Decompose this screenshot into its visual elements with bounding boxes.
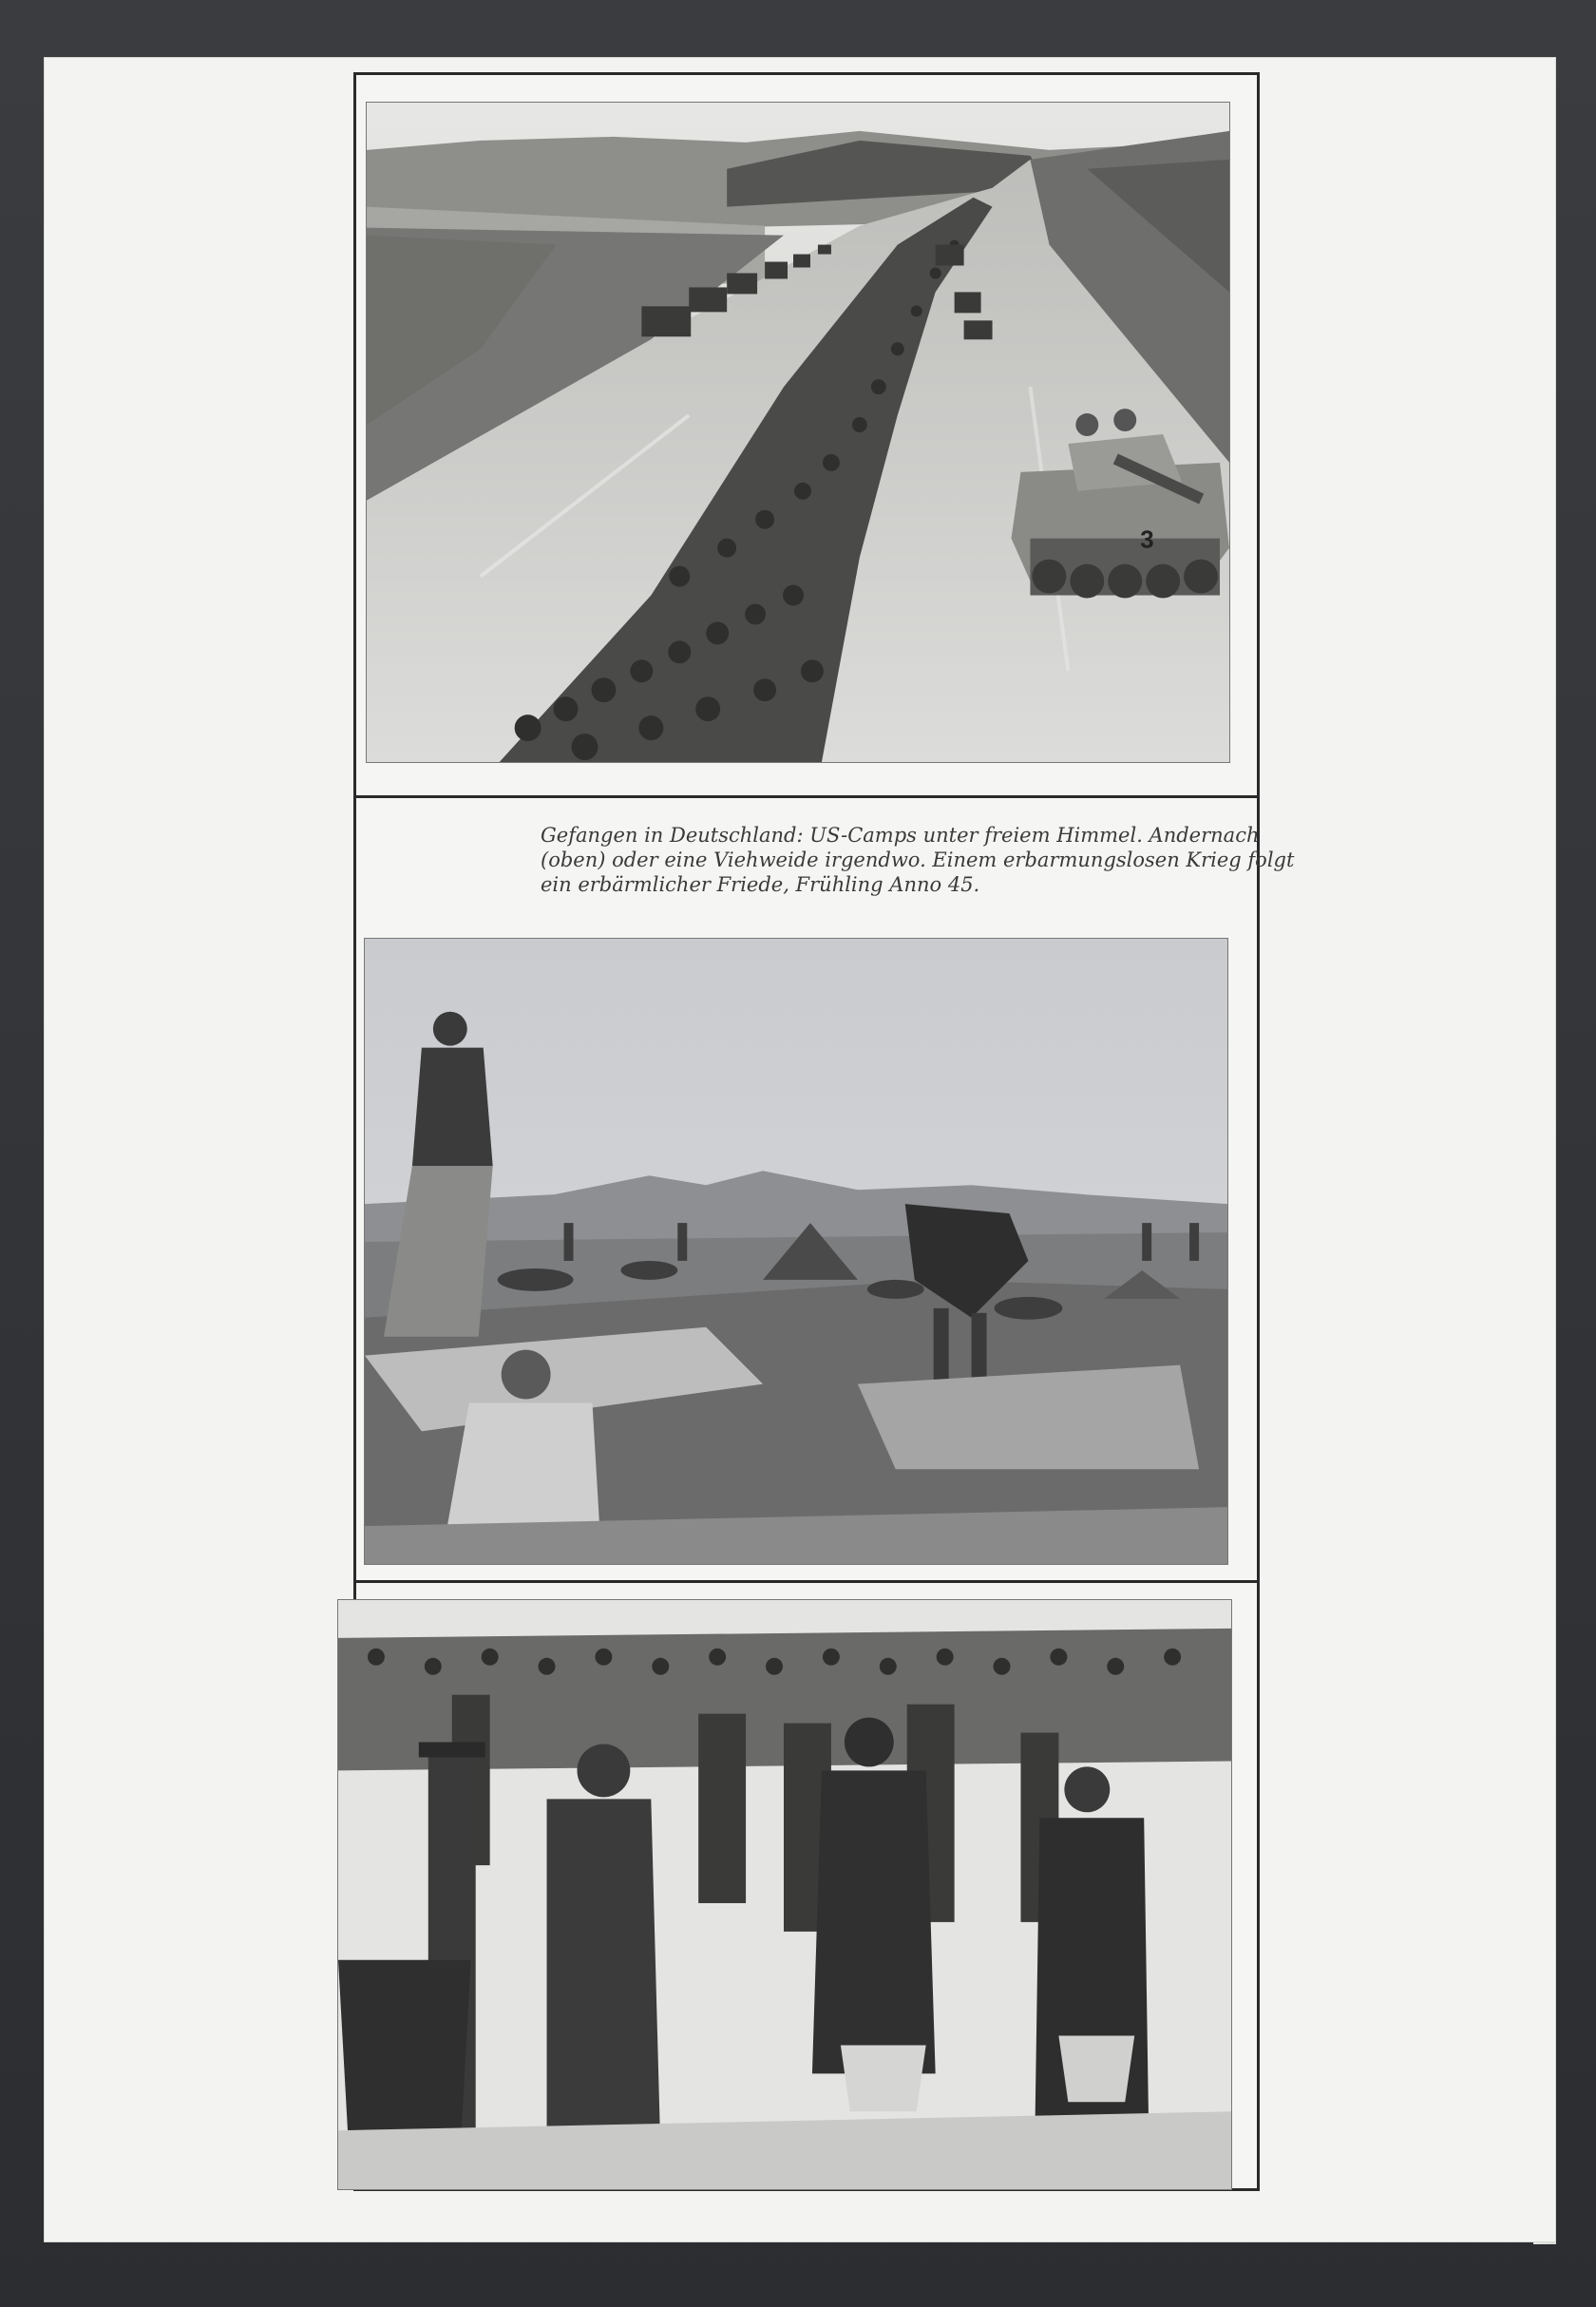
caption-line-1: Gefangen in Deutschland: US-Camps unter freiem Himmel. Andernach <box>541 824 1260 847</box>
frame-divider-upper <box>353 795 1260 798</box>
photo-prisoner-column-highway <box>366 102 1230 763</box>
photo-food-distribution <box>337 1599 1232 2190</box>
photo-mount-frame <box>353 72 1295 2191</box>
photo-caption <box>356 823 1295 897</box>
caption-line-3: ein erbärmlicher Friede, Frühling Anno 45. <box>541 873 980 896</box>
frame-divider-lower <box>353 1580 1260 1583</box>
caption-line-2: (oben) oder eine Viehweide irgendwo. Einem erbarmungslosen Krieg folgt <box>541 848 1295 871</box>
tank-marking: 3 <box>1140 526 1154 554</box>
photo-camp-open-field <box>364 938 1228 1565</box>
